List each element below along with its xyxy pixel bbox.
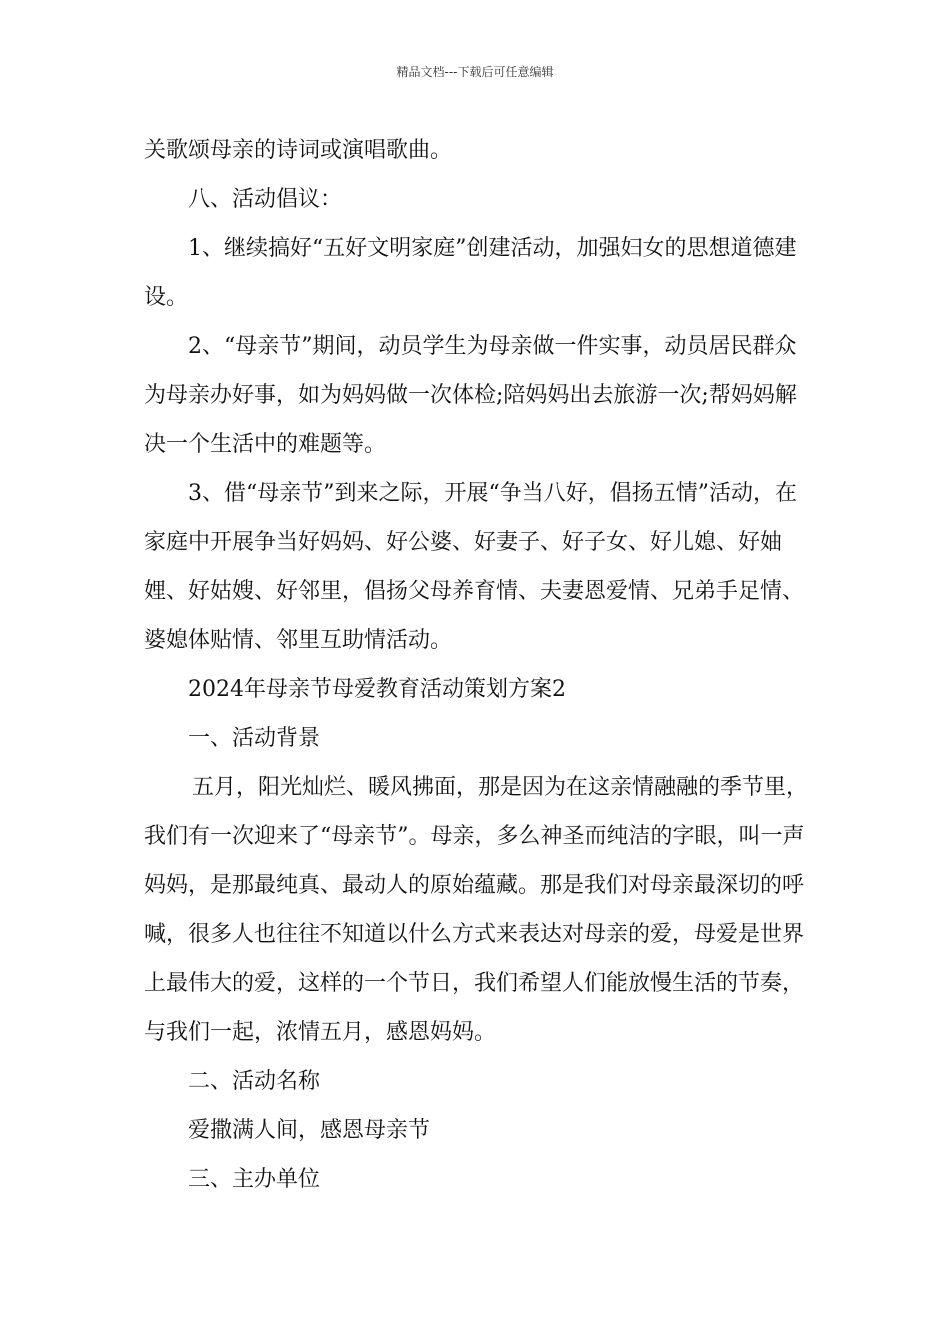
paragraph-item-2: 2、“母亲节”期间，动员学生为母亲做一件实事，动员居民群众为母亲办好事，如为妈妈做一次体检;陪妈妈出去旅游一次;帮妈妈解决一个生活中的难题等。: [144, 334, 797, 457]
heading-background: 一、活动背景: [188, 726, 321, 751]
heading-organizer: 三、主办单位: [188, 1167, 321, 1192]
paragraph-item-3: 3、借“母亲节”到来之际，开展“争当八好，倡扬五情”活动，在家庭中开展争当好妈妈、好公婆、好妻子、好子女、好儿媳、好妯娌、好姑嫂、好邻里，倡扬父母养育情、夫妻恩爱情、兄弟手足情、婆媳体贴情、邻里互助情活动。: [144, 481, 805, 653]
paragraph-background: 五月，阳光灿烂、暖风拂面，那是因为在这亲情融融的季节里，我们有一次迎来了“母亲节”。母亲，多么神圣而纯洁的字眼，叫一声妈妈，是那最纯真、最动人的原始蕴藏。那是我们对母亲最深切的呼喊，很多人也往往不知道以什么方式来表达对母亲的爱，母爱是世界上最伟大的爱，这样的一个节日，我们希望人们能放慢生活的节奏，与我们一起，浓情五月，感恩妈妈。: [144, 775, 809, 1045]
paragraph-continued: 关歌颂母亲的诗词或演唱歌曲。: [144, 138, 453, 163]
paragraph-item-1: 1、继续搞好“五好文明家庭”创建活动，加强妇女的思想道德建设。: [144, 236, 797, 310]
heading-activity-name: 二、活动名称: [188, 1069, 321, 1094]
paragraph-activity-name: 爱撒满人间，感恩母亲节: [188, 1118, 431, 1143]
heading-section-8: 八、活动倡议：: [188, 187, 343, 212]
page-header: 精品文档---下载后可任意编辑: [396, 65, 554, 79]
document-subtitle: 2024年母亲节母爱教育活动策划方案2: [188, 677, 566, 702]
document-body: [144, 126, 812, 1204]
